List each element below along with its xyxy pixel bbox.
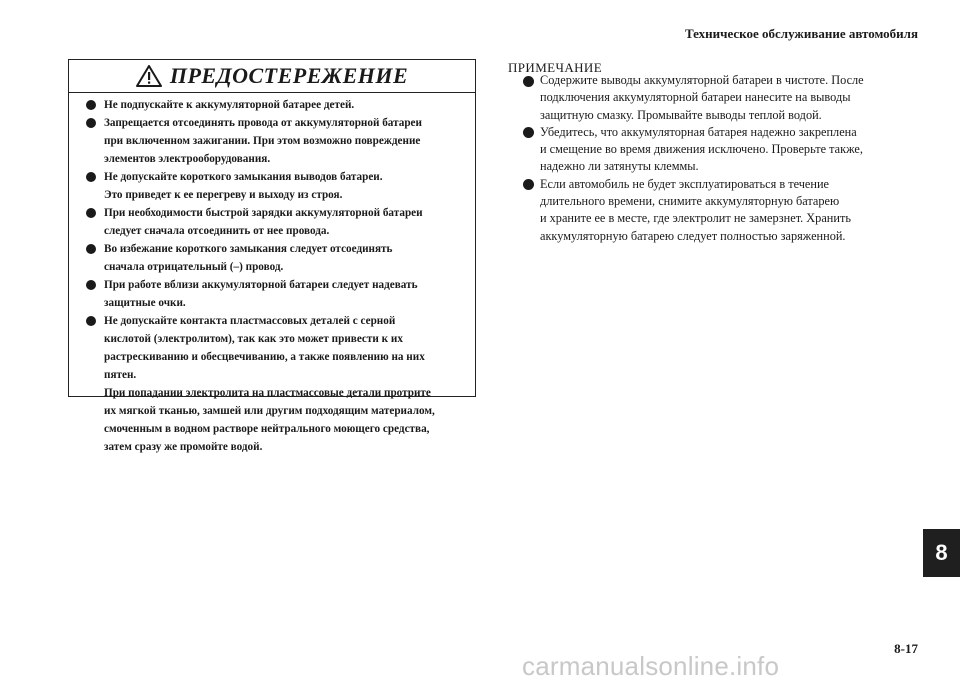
text-line: кислотой (электролитом), так как это может привести к их [104,333,403,345]
text-line: надежно ли затянуты клеммы. [540,159,699,174]
list-item [522,124,922,176]
text-line: Убедитесь, что аккумуляторная батарея надежно закреплена [540,124,857,139]
bullet-icon [86,100,96,110]
bullet-icon [86,280,96,290]
text-line: пятен. [104,369,137,381]
bullet-icon [86,172,96,182]
text-line: Не допускайте контакта пластмассовых деталей с серной [104,315,396,327]
list-item [85,312,469,456]
page-number: 8-17 [894,641,918,656]
text-line: и смещение во время движения исключено. Проверьте также, [540,142,863,157]
text-line: Во избежание короткого замыкания следует отсоединять [104,243,393,255]
text-line: защитные очки. [104,297,186,309]
bullet-icon [86,316,96,326]
bullet-icon [523,127,534,138]
list-item [85,96,469,114]
text-line: растрескиванию и обесцвечиванию, а также появлению на них [104,351,425,363]
bullet-icon [86,118,96,128]
warning-title: ПРЕДОСТЕРЕЖЕНИЕ [169,63,409,88]
bullet-icon [86,208,96,218]
text-line: при включенном зажигании. При этом возможно повреждение [104,135,421,147]
text-line: следует сначала отсоединить от нее провода. [104,225,330,237]
list-item [85,240,469,276]
bullet-icon [86,244,96,254]
text-line: Если автомобиль не будет эксплуатироваться в течение [540,176,829,191]
note-title: ПРИМЕЧАНИЕ [508,60,603,75]
text-line: элементов электрооборудования. [104,153,271,165]
text-line: подключения аккумуляторной батареи нанесите на выводы [540,90,851,105]
text-line: При попадании электролита на пластмассовые детали протрите [104,387,431,399]
text-line: аккумуляторную батарею следует полностью заряженной. [540,228,846,243]
text-line: и храните ее в месте, где электролит не замерзнет. Хранить [540,211,851,226]
watermark: carmanualsonline.info [522,651,780,681]
warning-box [68,59,476,453]
text-line: сначала отрицательный (–) провод. [104,261,284,273]
note-list [522,72,922,245]
text-line: смоченным в водном растворе нейтрального моющего средства, [104,423,430,435]
bullet-icon [523,76,534,87]
text-line: Содержите выводы аккумуляторной батареи в чистоте. После [540,73,864,87]
warning-list [85,96,469,456]
list-item [522,72,922,124]
chapter-tab[interactable]: 8 [923,529,960,577]
text-line: Не подпускайте к аккумуляторной батарее детей. [104,99,355,111]
list-item [85,168,469,204]
list-item [85,204,469,240]
text-line: затем сразу же промойте водой. [104,441,263,453]
text-line: длительного времени, снимите аккумуляторную батарею [540,194,840,209]
text-line: их мягкой тканью, замшей или другим подходящим материалом, [104,405,435,417]
text-line: Запрещается отсоединять провода от аккумуляторной батареи [104,117,422,129]
list-item [85,114,469,168]
list-item [85,276,469,312]
text-line: Это приведет к ее перегреву и выходу из строя. [104,189,343,201]
text-line: защитную смазку. Промывайте выводы теплой водой. [540,107,822,122]
bullet-icon [523,179,534,190]
warning-triangle-icon [136,65,162,87]
text-line: При необходимости быстрой зарядки аккумуляторной батареи [104,207,423,219]
running-header: Техническое обслуживание автомобиля [684,26,918,41]
text-line: Не допускайте короткого замыкания выводов батареи. [104,171,383,183]
text-line: При работе вблизи аккумуляторной батареи следует надевать [104,279,418,291]
warning-title-bar [69,60,475,93]
list-item [522,176,922,245]
